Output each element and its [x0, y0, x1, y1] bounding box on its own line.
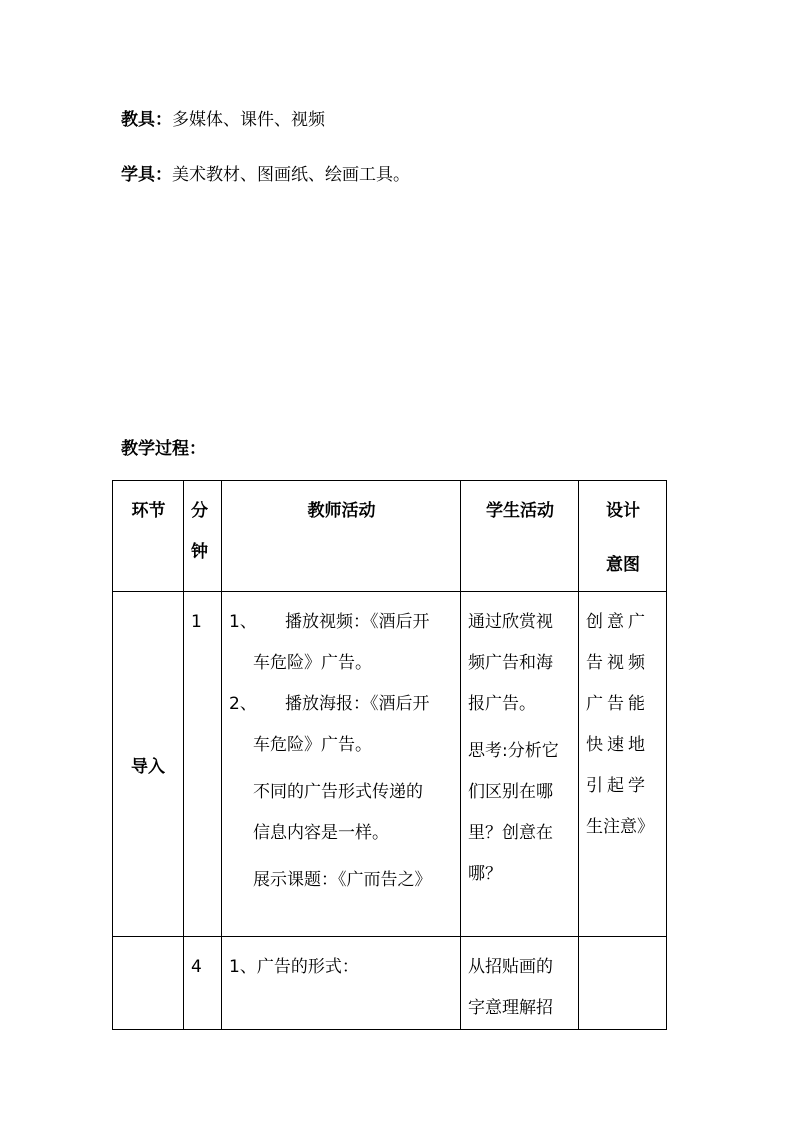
student-line-4: 思考:分析它: [468, 741, 559, 761]
row1-phase-cell: [113, 592, 184, 937]
row2-phase: [113, 937, 183, 947]
teacher-item-1-line1: 播放视频：《酒后开: [285, 612, 430, 632]
row2-teacher-cell: [222, 937, 461, 1030]
header-phase: 环节: [131, 501, 166, 521]
teacher-materials: [121, 110, 325, 130]
student-line-5: 们区别在哪: [468, 782, 553, 802]
row2-design-intent: [579, 937, 666, 947]
header-student: 学生活动: [486, 501, 554, 521]
row1-minutes: 1: [191, 612, 202, 632]
header-intent-1: 设计: [606, 501, 640, 521]
row1-student-cell: [461, 592, 579, 937]
intent-line-4: 快速地: [586, 735, 649, 755]
lesson-plan-table: [112, 480, 667, 1030]
student-line-1: 通过欣赏视: [468, 612, 553, 632]
student-line-3: 报广告。: [468, 694, 536, 714]
table-row: [113, 592, 667, 937]
table-header-row: [113, 481, 667, 592]
row1-teacher-activity: [222, 592, 460, 901]
header-minutes-2: 钟: [191, 542, 208, 562]
row2-student-line-1: 从招贴画的: [468, 957, 553, 977]
row2-minutes: 4: [191, 957, 202, 977]
teacher-item-2-line2: 车危险》广告。: [253, 735, 372, 755]
header-intent-cell: [579, 481, 667, 592]
row2-phase-cell: [113, 937, 184, 1030]
intent-line-1: 创意广: [586, 612, 649, 632]
teacher-item-2-line1: 播放海报：《酒后开: [285, 694, 430, 714]
teacher-para-1-line1: 不同的广告形式传递的: [253, 782, 423, 802]
row2-student-line-2: 字意理解招: [468, 998, 553, 1018]
teacher-para-1-line2: 信息内容是一样。: [253, 823, 389, 843]
row1-student-activity: [461, 592, 578, 895]
teacher-item-2: [229, 684, 454, 766]
intent-line-6: 生注意》: [586, 817, 654, 837]
header-minutes-1: 分: [191, 501, 208, 521]
process-title: 教学过程：: [121, 439, 206, 459]
row2-teacher-activity: 1、广告的形式：: [229, 957, 359, 977]
header-teacher-cell: [222, 481, 461, 592]
row2-minutes-cell: [184, 937, 222, 1030]
teacher-materials-value: 多媒体、课件、视频: [172, 110, 325, 130]
teacher-item-1: [229, 602, 454, 684]
header-teacher: 教师活动: [307, 501, 376, 521]
row1-minutes-cell: [184, 592, 222, 937]
row2-student-activity: [461, 937, 578, 1029]
table-row: [113, 937, 667, 1030]
student-line-6: 里？创意在: [468, 823, 553, 843]
teacher-item-1-num: 1、: [229, 612, 257, 632]
header-intent-2: 意图: [606, 555, 640, 575]
header-student-cell: [461, 481, 579, 592]
row1-teacher-cell: [222, 592, 461, 937]
teacher-materials-label: 教具：: [121, 110, 172, 130]
row1-design-intent: [579, 592, 666, 848]
row1-phase: 导入: [131, 756, 165, 777]
row2-intent-cell: [579, 937, 667, 1030]
teacher-item-2-num: 2、: [229, 694, 257, 714]
student-materials-value: 美术教材、图画纸、绘画工具。: [172, 165, 410, 185]
student-line-7: 哪？: [468, 864, 502, 884]
intent-line-2: 告视频: [586, 653, 649, 673]
header-intent: [579, 481, 666, 586]
row2-student-cell: [461, 937, 579, 1030]
header-minutes-cell: [184, 481, 222, 592]
student-materials: [121, 165, 410, 185]
student-line-2: 频广告和海: [468, 653, 553, 673]
header-minutes: [184, 481, 221, 573]
intent-line-5: 引起学: [586, 776, 649, 796]
row1-intent-cell: [579, 592, 667, 937]
student-materials-label: 学具：: [121, 165, 172, 185]
intent-line-3: 广告能: [586, 694, 649, 714]
header-phase-cell: [113, 481, 184, 592]
teacher-item-1-line2: 车危险》广告。: [253, 653, 372, 673]
teacher-para-2: 展示课题：《广而告之》: [253, 870, 432, 890]
